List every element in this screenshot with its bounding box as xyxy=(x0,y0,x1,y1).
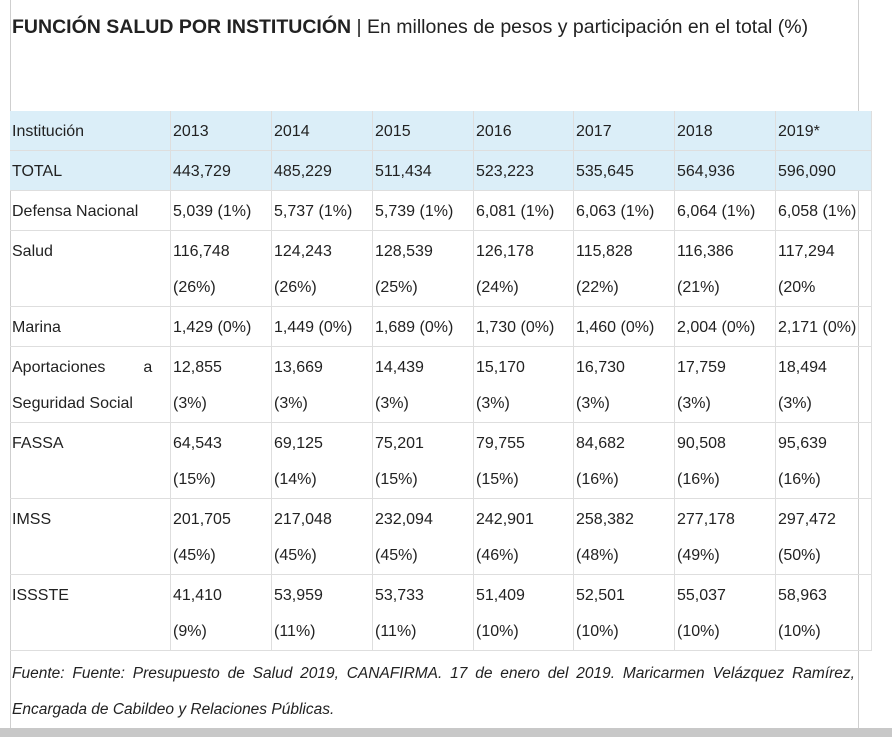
cell-value: 128,539 xyxy=(375,243,433,260)
title-bold: FUNCIÓN SALUD POR INSTITUCIÓN xyxy=(12,16,352,38)
cell-share: (26%) xyxy=(173,279,216,296)
cell-value: 511,434 xyxy=(375,163,432,180)
cell-share: (25%) xyxy=(375,279,418,296)
cell-value: 5,039 (1%) xyxy=(173,203,252,220)
cell-share: (3%) xyxy=(778,395,812,412)
value-cell xyxy=(776,347,872,423)
cell-value: 126,178 xyxy=(476,243,534,260)
cell-value: 1,460 (0%) xyxy=(576,319,655,336)
cell-share: (10%) xyxy=(677,623,720,640)
cell-value: 277,178 xyxy=(677,511,735,528)
cell-share: (45%) xyxy=(274,547,317,564)
cell-value: 14,439 xyxy=(375,359,424,376)
header-year: 2016 xyxy=(474,111,574,151)
value-cell xyxy=(272,307,373,347)
header-year: 2015 xyxy=(373,111,474,151)
cell-value: 58,963 xyxy=(778,587,827,604)
cell-value: 1,730 (0%) xyxy=(476,319,555,336)
header-institution: Institución xyxy=(10,111,171,151)
value-cell xyxy=(171,575,272,651)
institution-cell xyxy=(10,347,171,423)
cell-value: 6,081 (1%) xyxy=(476,203,555,220)
cell-value: 1,429 (0%) xyxy=(173,319,252,336)
cell-value: 95,639 xyxy=(778,435,827,452)
cell-value: 90,508 xyxy=(677,435,726,452)
cell-value: 1,449 (0%) xyxy=(274,319,353,336)
value-cell xyxy=(171,231,272,307)
cell-share: (15%) xyxy=(476,471,519,488)
value-cell xyxy=(474,499,574,575)
value-cell xyxy=(574,307,675,347)
value-cell xyxy=(373,423,474,499)
cell-share: (3%) xyxy=(274,395,308,412)
value-cell xyxy=(373,347,474,423)
header-year: 2018 xyxy=(675,111,776,151)
value-cell xyxy=(574,575,675,651)
cell-share: (49%) xyxy=(677,547,720,564)
institution-cell: IMSS xyxy=(10,499,171,575)
cell-value: 69,125 xyxy=(274,435,323,452)
cell-value: 297,472 xyxy=(778,511,836,528)
cell-value: 596,090 xyxy=(778,163,836,180)
institution-trail: a xyxy=(143,359,153,376)
cell-value: 41,410 xyxy=(173,587,222,604)
cell-value: 117,294 xyxy=(778,243,835,260)
cell-share: (10%) xyxy=(576,623,619,640)
cell-share: (26%) xyxy=(274,279,317,296)
table-header-row xyxy=(10,111,872,151)
value-cell xyxy=(776,499,872,575)
cell-value: 13,669 xyxy=(274,359,323,376)
institution-cell: ISSSTE xyxy=(10,575,171,651)
cell-share: (15%) xyxy=(375,471,418,488)
cell-value: 75,201 xyxy=(375,435,424,452)
value-cell xyxy=(171,191,272,231)
table-body xyxy=(10,111,872,651)
value-cell xyxy=(373,307,474,347)
table-row xyxy=(10,191,872,231)
cell-share: (11%) xyxy=(274,623,316,640)
table-row xyxy=(10,151,872,191)
value-cell xyxy=(574,423,675,499)
value-cell xyxy=(474,423,574,499)
value-cell xyxy=(373,191,474,231)
cell-value: 443,729 xyxy=(173,163,231,180)
cell-value: 17,759 xyxy=(677,359,726,376)
table-row xyxy=(10,575,872,651)
cell-value: 53,959 xyxy=(274,587,323,604)
cell-share: (16%) xyxy=(778,471,821,488)
table-row xyxy=(10,423,872,499)
cell-share: (45%) xyxy=(375,547,418,564)
cell-value: 64,543 xyxy=(173,435,222,452)
cell-value: 2,004 (0%) xyxy=(677,319,756,336)
value-cell xyxy=(272,231,373,307)
value-cell xyxy=(675,347,776,423)
cell-value: 201,705 xyxy=(173,511,231,528)
cell-share: (10%) xyxy=(778,623,821,640)
value-cell xyxy=(675,191,776,231)
value-cell xyxy=(171,499,272,575)
institution-cell: Salud xyxy=(10,231,171,307)
value-cell xyxy=(171,347,272,423)
value-cell xyxy=(373,499,474,575)
cell-value: 16,730 xyxy=(576,359,625,376)
cell-share: (48%) xyxy=(576,547,619,564)
cell-value: 2,171 (0%) xyxy=(778,319,857,336)
cell-share: (45%) xyxy=(173,547,216,564)
cell-share: (3%) xyxy=(476,395,510,412)
data-table xyxy=(10,111,872,651)
cell-value: 485,229 xyxy=(274,163,332,180)
cell-value: 258,382 xyxy=(576,511,634,528)
institution-line1: Aportaciones xyxy=(12,359,106,376)
value-cell xyxy=(574,151,675,191)
cell-share: (24%) xyxy=(476,279,519,296)
value-cell xyxy=(675,499,776,575)
value-cell xyxy=(272,151,373,191)
cell-value: 5,737 (1%) xyxy=(274,203,353,220)
cell-value: 18,494 xyxy=(778,359,827,376)
value-cell xyxy=(776,191,872,231)
value-cell xyxy=(171,151,272,191)
value-cell xyxy=(776,575,872,651)
cell-value: 564,936 xyxy=(677,163,735,180)
table-row xyxy=(10,231,872,307)
value-cell xyxy=(474,575,574,651)
cell-value: 535,645 xyxy=(576,163,634,180)
value-cell xyxy=(373,151,474,191)
institution-cell: Marina xyxy=(10,307,171,347)
bottom-scroll-bar xyxy=(0,728,892,737)
value-cell xyxy=(171,423,272,499)
cell-value: 12,855 xyxy=(173,359,222,376)
value-cell xyxy=(776,231,872,307)
cell-value: 124,243 xyxy=(274,243,332,260)
value-cell xyxy=(675,307,776,347)
cell-value: 217,048 xyxy=(274,511,332,528)
page-title xyxy=(12,8,857,46)
cell-value: 1,689 (0%) xyxy=(375,319,454,336)
cell-share: (3%) xyxy=(677,395,711,412)
cell-value: 79,755 xyxy=(476,435,525,452)
cell-value: 242,901 xyxy=(476,511,534,528)
cell-share: (10%) xyxy=(476,623,519,640)
value-cell xyxy=(272,499,373,575)
institution-line2: Seguridad Social xyxy=(12,395,133,412)
value-cell xyxy=(373,231,474,307)
value-cell xyxy=(474,191,574,231)
cell-value: 116,748 xyxy=(173,243,230,260)
value-cell xyxy=(776,307,872,347)
value-cell xyxy=(373,575,474,651)
cell-share: (3%) xyxy=(173,395,207,412)
value-cell xyxy=(474,151,574,191)
value-cell xyxy=(574,499,675,575)
header-year: 2017 xyxy=(574,111,675,151)
value-cell xyxy=(171,307,272,347)
value-cell xyxy=(776,151,872,191)
cell-value: 6,058 (1%) xyxy=(778,203,857,220)
cell-value: 6,064 (1%) xyxy=(677,203,756,220)
cell-value: 6,063 (1%) xyxy=(576,203,655,220)
value-cell xyxy=(272,423,373,499)
value-cell xyxy=(272,575,373,651)
value-cell xyxy=(675,423,776,499)
cell-value: 232,094 xyxy=(375,511,433,528)
cell-share: (16%) xyxy=(677,471,720,488)
cell-share: (11%) xyxy=(375,623,417,640)
cell-value: 55,037 xyxy=(677,587,726,604)
table-row xyxy=(10,499,872,575)
value-cell xyxy=(574,191,675,231)
cell-share: (9%) xyxy=(173,623,207,640)
cell-value: 115,828 xyxy=(576,243,633,260)
source-note: Fuente: Fuente: Presupuesto de Salud 2019, CANAFIRMA. 17 de enero del 2019. Maricarmen Velázquez Ramírez, Encargada de Cabildeo y Relaciones Públicas. xyxy=(12,665,855,718)
cell-share: (3%) xyxy=(576,395,610,412)
cell-value: 51,409 xyxy=(476,587,525,604)
value-cell xyxy=(272,347,373,423)
cell-share: (46%) xyxy=(476,547,519,564)
cell-share: (21%) xyxy=(677,279,720,296)
table-row xyxy=(10,347,872,423)
value-cell xyxy=(675,231,776,307)
header-year: 2013 xyxy=(171,111,272,151)
cell-value: 116,386 xyxy=(677,243,734,260)
cell-share: (14%) xyxy=(274,471,317,488)
table-row xyxy=(10,307,872,347)
institution-cell: Defensa Nacional xyxy=(10,191,171,231)
cell-value: 84,682 xyxy=(576,435,625,452)
cell-value: 523,223 xyxy=(476,163,534,180)
value-cell xyxy=(776,423,872,499)
institution-cell: FASSA xyxy=(10,423,171,499)
cell-share: (50%) xyxy=(778,547,821,564)
header-year: 2014 xyxy=(272,111,373,151)
cell-value: 53,733 xyxy=(375,587,424,604)
header-year: 2019* xyxy=(776,111,872,151)
cell-value: 15,170 xyxy=(476,359,525,376)
cell-share: (3%) xyxy=(375,395,409,412)
cell-value: 5,739 (1%) xyxy=(375,203,454,220)
cell-share: (16%) xyxy=(576,471,619,488)
title-subtitle: | En millones de pesos y participación en el total (%) xyxy=(351,16,809,38)
cell-share: (22%) xyxy=(576,279,619,296)
institution-cell: TOTAL xyxy=(10,151,171,191)
value-cell xyxy=(675,151,776,191)
cell-value: 52,501 xyxy=(576,587,625,604)
cell-share: (20% xyxy=(778,279,816,296)
value-cell xyxy=(474,307,574,347)
value-cell xyxy=(675,575,776,651)
value-cell xyxy=(574,347,675,423)
value-cell xyxy=(574,231,675,307)
value-cell xyxy=(474,231,574,307)
value-cell xyxy=(474,347,574,423)
value-cell xyxy=(272,191,373,231)
cell-share: (15%) xyxy=(173,471,216,488)
